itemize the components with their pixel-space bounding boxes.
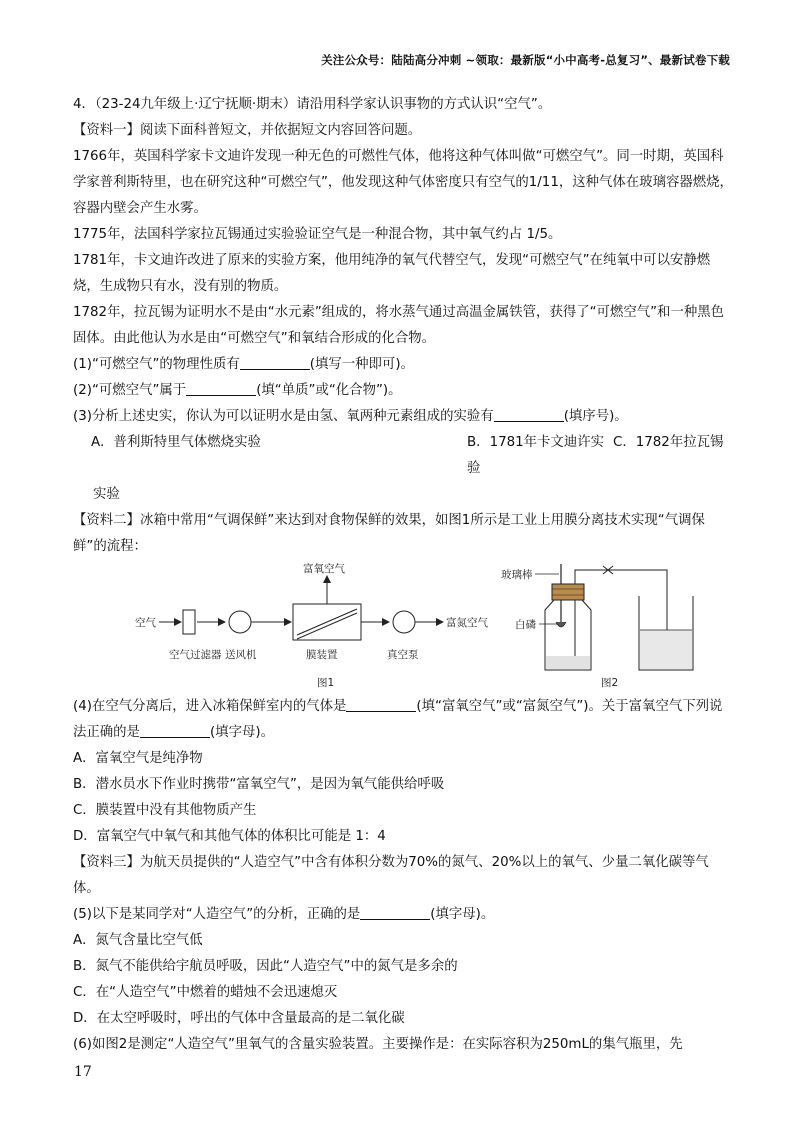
option-3c-continued: 实验 bbox=[93, 487, 120, 502]
option-3c: C．1782年拉瓦锡 bbox=[613, 435, 724, 450]
subquestion-5: (5)以下是某同学对“人造空气”的分析，正确的是 (填字母)。 bbox=[73, 902, 733, 928]
paragraph-1775: 1775年，法国科学家拉瓦锡通过实验验证空气是一种混合物，其中氧气约占 1/5。 bbox=[73, 227, 562, 242]
option-3a: A．普利斯特里气体燃烧实验 bbox=[91, 435, 261, 450]
label-air: 空气 bbox=[135, 617, 156, 629]
figures-row bbox=[73, 562, 733, 690]
beaker-water bbox=[640, 630, 692, 669]
option-4a: A．富氧空气是纯净物 bbox=[73, 751, 203, 766]
label-vacuum: 真空泵 bbox=[387, 649, 419, 661]
white-phosphorus-spoon bbox=[556, 622, 566, 627]
label-fan: 送风机 bbox=[225, 649, 257, 661]
paragraph-1766: 1766年，英国科学家卡文迪许发现一种无色的可燃性气体，他将这种气体叫做“可燃空气”。同一时期，英国科学家普利斯特里，也在研究这种“可燃空气”，他发现这种气体密度只有空气的1/11，这种气体在玻璃容器燃烧，容器内壁会产生水雾。 bbox=[73, 149, 733, 216]
subquestion-4: (4)在空气分离后，进入冰箱保鲜室内的气体是 (填“富氧空气”或“富氮空气”)。关于富氧空气下列说法正确的是 (填字母)。 bbox=[73, 694, 733, 746]
subquestion-3: (3)分析上述史实，你认为可以证明水是由氢、氧两种元素组成的实验有 (填序号)。 bbox=[73, 404, 733, 430]
option-5c: C．在“人造空气”中燃着的蜡烛不会迅速熄灭 bbox=[73, 985, 338, 1000]
figure-2-apparatus bbox=[501, 564, 693, 689]
subquestion-2: (2)“可燃空气”属于 (填“单质”或“化合物”)。 bbox=[73, 378, 733, 404]
option-4d: D．富氧空气中氧气和其他气体的体积比可能是 1：4 bbox=[73, 829, 386, 844]
page-header: 关注公众号：陆陆高分冲刺 ~领取：最新版“小中高考-总复习”、最新试卷下载 bbox=[321, 53, 730, 67]
answer-blank-4b[interactable] bbox=[140, 722, 210, 738]
option-3b: B．1781年卡文迪许实验 bbox=[467, 435, 604, 476]
material2-text: 【资料二】冰箱中常用“气调保鲜”来达到对食物保鲜的效果，如图1所示是工业上用膜分离技术实现“气调保鲜”的流程： bbox=[73, 513, 705, 554]
answer-blank-1[interactable] bbox=[240, 354, 310, 370]
material3-text: 【资料三】为航天员提供的“人造空气”中含有体积分数为70%的氮气、20%以上的氧气、少量二氧化碳等气体。 bbox=[73, 855, 709, 896]
label-white-p: 白磷 bbox=[515, 619, 536, 631]
subquestion-3-options bbox=[73, 430, 733, 482]
label-glass-rod: 玻璃棒 bbox=[501, 569, 533, 581]
paragraph-1781: 1781年，卡文迪许改进了原来的实验方案，他用纯净的氧气代替空气，发现“可燃空气”在纯氧中可以安静燃烧，生成物只有水，没有别的物质。 bbox=[73, 253, 711, 294]
figure-2-caption: 图2 bbox=[601, 677, 619, 689]
answer-blank-5[interactable] bbox=[360, 904, 430, 920]
option-5a: A．氮气含量比空气低 bbox=[73, 933, 203, 948]
material1-intro: 【资料一】阅读下面科普短文，并依据短文内容回答问题。 bbox=[73, 123, 422, 138]
figure-1-flowchart bbox=[135, 562, 488, 689]
figure-1-caption: 图1 bbox=[317, 677, 335, 689]
vacuum-pump-icon bbox=[393, 611, 415, 633]
paragraph-1782: 1782年，拉瓦锡为证明水不是由“水元素”组成的，将水蒸气通过高温金属铁管，获得了“可燃空气”和一种黑色固体。由此他认为水是由“可燃空气”和氧结合形成的化合物。 bbox=[73, 305, 725, 346]
rubber-stopper bbox=[552, 584, 584, 600]
label-o2-rich: 富氧空气 bbox=[303, 563, 345, 575]
question-body bbox=[73, 92, 733, 1058]
air-filter-box bbox=[183, 610, 195, 634]
option-5d: D．在太空呼吸时，呼出的气体中含量最高的是二氧化碳 bbox=[73, 1011, 405, 1026]
fan-pump-icon bbox=[229, 611, 251, 633]
label-n2-rich: 富氮空气 bbox=[446, 617, 488, 629]
label-filter: 空气过滤器 bbox=[169, 649, 222, 661]
bottle-water bbox=[546, 656, 590, 669]
subquestion-6: (6)如图2是测定“人造空气”里氧气的含量实验装置。主要操作是：在实际容积为250mL的集气瓶里，先 bbox=[73, 1037, 683, 1052]
question-title: 4．（23-24九年级上·辽宁抚顺·期末）请沿用科学家认识事物的方式认识“空气”。 bbox=[73, 97, 552, 112]
option-5b: B．氮气不能供给宇航员呼吸，因此“人造空气”中的氮气是多余的 bbox=[73, 959, 458, 974]
answer-blank-4a[interactable] bbox=[346, 696, 416, 712]
figures-svg bbox=[73, 562, 733, 690]
answer-blank-3[interactable] bbox=[494, 406, 564, 422]
page-number: 17 bbox=[74, 1064, 92, 1080]
subquestion-1: (1)“可燃空气”的物理性质有 (填写一种即可)。 bbox=[73, 352, 733, 378]
option-4b: B．潜水员水下作业时携带“富氧空气”，是因为氧气能供给呼吸 bbox=[73, 777, 445, 792]
label-membrane: 膜装置 bbox=[306, 649, 338, 661]
option-4c: C．膜装置中没有其他物质产生 bbox=[73, 803, 257, 818]
answer-blank-2[interactable] bbox=[186, 380, 256, 396]
